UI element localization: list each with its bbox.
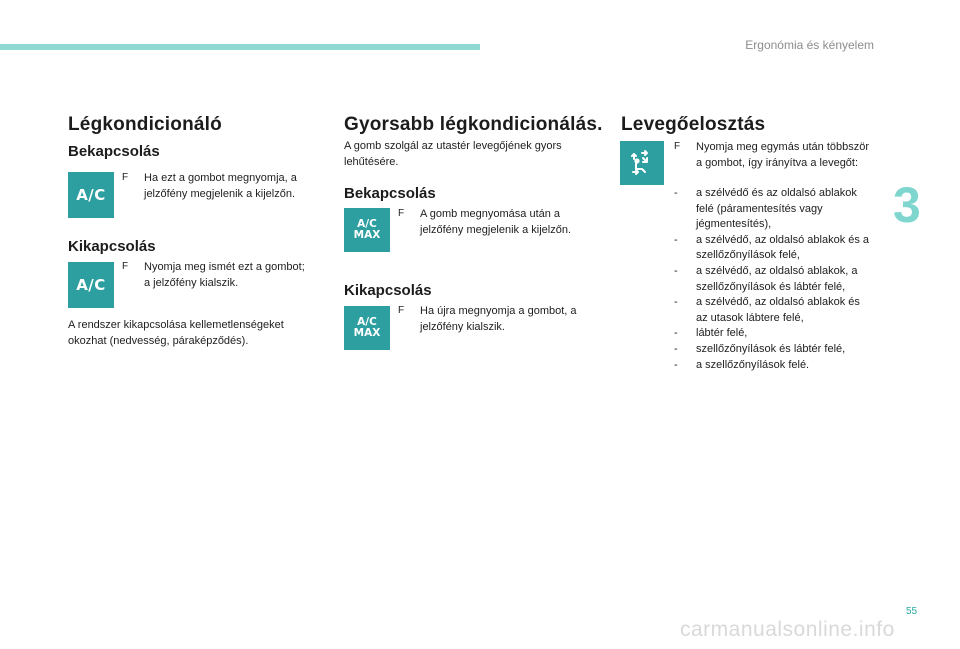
air-distribution-options xyxy=(674,186,874,373)
acmax-button-on xyxy=(344,208,390,252)
air-distribution-button xyxy=(620,141,664,185)
page-number: 55 xyxy=(906,606,918,617)
air-distribution-title: Levegőelosztás xyxy=(621,114,766,135)
header-accent-bar xyxy=(0,44,480,50)
bullet-text: Nyomja meg egymás után többször a gombot, így irányítva a levegőt: xyxy=(696,141,870,169)
ac-off-heading: Kikapcsolás xyxy=(68,238,156,255)
bullet-text: Ha ezt a gombot megnyomja, a jelzőfény megjelenik a kijelzőn. xyxy=(144,172,297,200)
bullet-marker: F xyxy=(398,208,405,219)
acmax-button-label-top: A/C xyxy=(357,316,377,328)
acmax-off-heading: Kikapcsolás xyxy=(344,282,432,299)
list-item: - a szélvédő, az oldalsó ablakok és az utasok lábtere felé, xyxy=(674,296,860,324)
air-distribution-icon xyxy=(627,148,657,178)
bullet-marker: F xyxy=(398,305,405,316)
bullet-text: Ha újra megnyomja a gombot, a jelzőfény kialszik. xyxy=(420,305,577,333)
ac-button-label: A/C xyxy=(76,186,106,204)
acmax-title: Gyorsabb légkondicionálás. xyxy=(344,114,603,135)
ac-off-instruction xyxy=(122,259,312,291)
acmax-button-off xyxy=(344,306,390,350)
bullet-marker: F xyxy=(674,141,681,152)
ac-on-instruction xyxy=(122,170,312,202)
list-item: - a szélvédő és az oldalsó ablakok felé (páramentesítés vagy jégmentesítés), xyxy=(674,187,857,231)
ac-on-heading: Bekapcsolás xyxy=(68,143,160,160)
watermark: carmanualsonline.info xyxy=(680,618,895,641)
bullet-text: A gomb megnyomása után a jelzőfény megjelenik a kijelzőn. xyxy=(420,208,572,236)
bullet-marker: F xyxy=(122,261,129,272)
bullet-marker: F xyxy=(122,172,129,183)
acmax-off-instruction xyxy=(398,303,598,335)
ac-button-on xyxy=(68,172,114,218)
section-title: Ergonómia és kényelem xyxy=(745,38,874,52)
acmax-button-label-bottom: MAX xyxy=(353,327,381,339)
ac-off-note: A rendszer kikapcsolása kellemetlenségeket okozhat (nedvesség, páraképződés). xyxy=(68,319,284,347)
list-item: - szellőzőnyílások és lábtér felé, xyxy=(674,342,846,355)
acmax-intro: A gomb szolgál az utastér levegőjének gyors lehűtésére. xyxy=(344,140,562,168)
acmax-on-instruction xyxy=(398,206,598,238)
list-item: - a szellőzőnyílások felé. xyxy=(674,358,810,371)
acmax-button-label-top: A/C xyxy=(357,218,377,230)
list-item: - a szélvédő, az oldalsó ablakok és a szellőzőnyílások felé, xyxy=(674,233,870,262)
chapter-number: 3 xyxy=(893,177,921,233)
air-distribution-instruction xyxy=(674,139,874,171)
acmax-button-label-bottom: MAX xyxy=(353,229,381,241)
acmax-on-heading: Bekapcsolás xyxy=(344,185,436,202)
ac-button-label: A/C xyxy=(76,276,106,294)
ac-title: Légkondicionáló xyxy=(68,114,222,135)
bullet-text: Nyomja meg ismét ezt a gombot; a jelzőfény kialszik. xyxy=(144,261,305,289)
ac-button-off xyxy=(68,262,114,308)
list-item: - a szélvédő, az oldalsó ablakok, a szellőzőnyílások és lábtér felé, xyxy=(674,264,858,293)
list-item: - lábtér felé, xyxy=(674,327,748,340)
